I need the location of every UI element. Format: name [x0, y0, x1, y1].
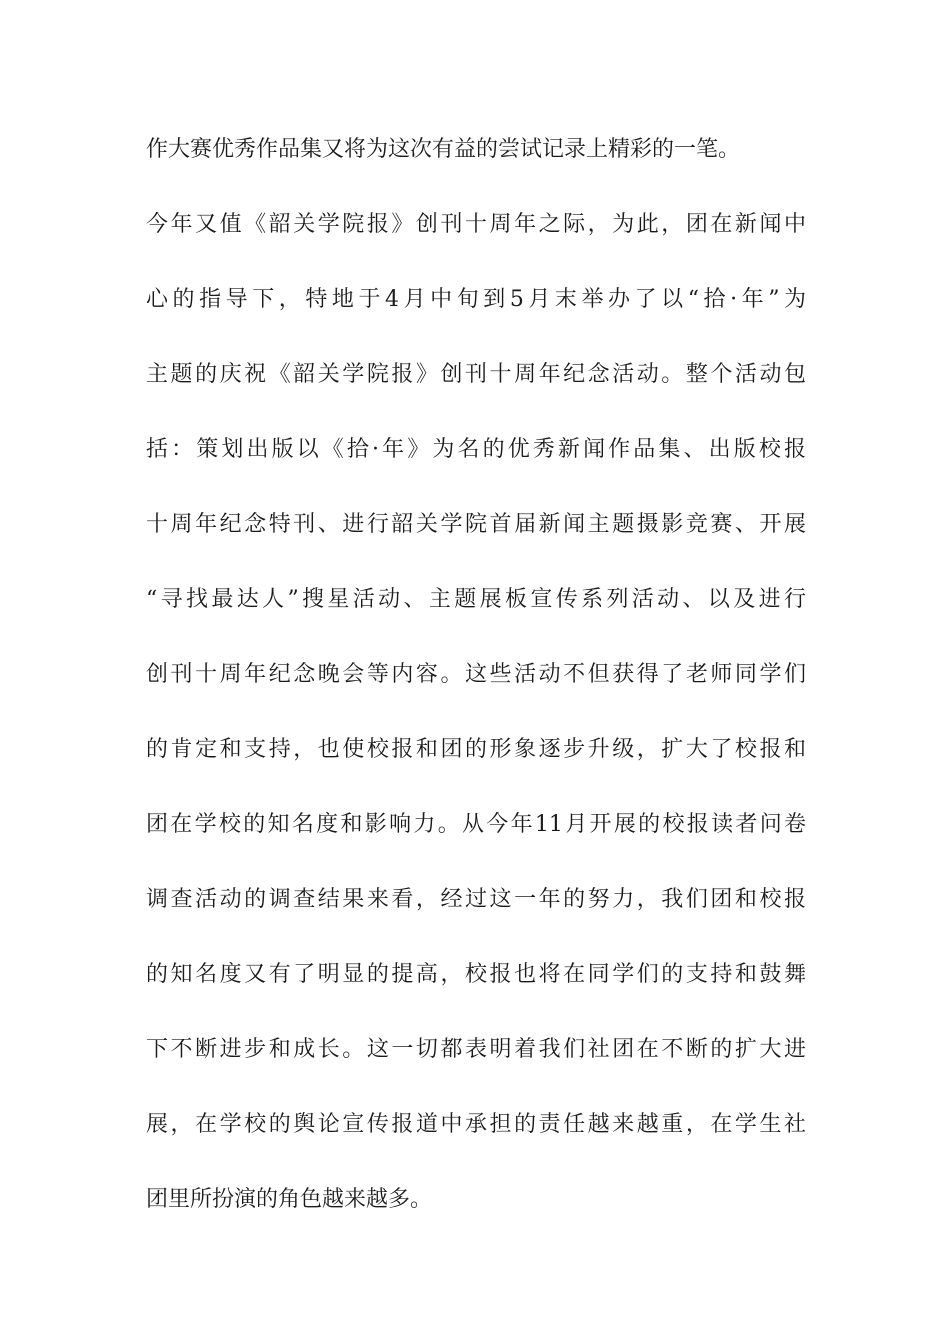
- text-line: 主题的庆祝《韶关学院报》创刊十周年纪念活动。整个活动包: [146, 362, 806, 387]
- text-line: 的肯定和支持，也使校报和团的形象逐步升级，扩大了校报和: [146, 737, 806, 762]
- text-line: 展，在学校的舆论宣传报道中承担的责任越来越重，在学生社: [146, 1112, 806, 1137]
- text-line: 作大赛优秀作品集又将为这次有益的尝试记录上精彩的一笔。: [146, 137, 741, 162]
- text-line: 团里所扮演的角色越来越多。: [146, 1187, 433, 1212]
- text-line: 今年又值《韶关学院报》创刊十周年之际，为此，团在新闻中: [146, 212, 806, 237]
- text-line: 下不断进步和成长。这一切都表明着我们社团在不断的扩大进: [146, 1037, 806, 1062]
- text-line: 的知名度又有了明显的提高，校报也将在同学们的支持和鼓舞: [146, 962, 806, 987]
- text-line: 十周年纪念特刊、进行韶关学院首届新闻主题摄影竞赛、开展: [146, 512, 806, 537]
- text-line: 括：策划出版以《拾·年》为名的优秀新闻作品集、出版校报: [146, 437, 806, 462]
- text-line: 调查活动的调查结果来看，经过这一年的努力，我们团和校报: [146, 887, 806, 912]
- text-line: 创刊十周年纪念晚会等内容。这些活动不但获得了老师同学们: [146, 662, 806, 687]
- text-line: “寻找最达人”搜星活动、主题展板宣传系列活动、以及进行: [146, 587, 806, 612]
- text-line: 心的指导下，特地于4月中旬到5月末举办了以“拾·年”为: [146, 287, 806, 312]
- text-line: 团在学校的知名度和影响力。从今年11月开展的校报读者问卷: [146, 812, 806, 837]
